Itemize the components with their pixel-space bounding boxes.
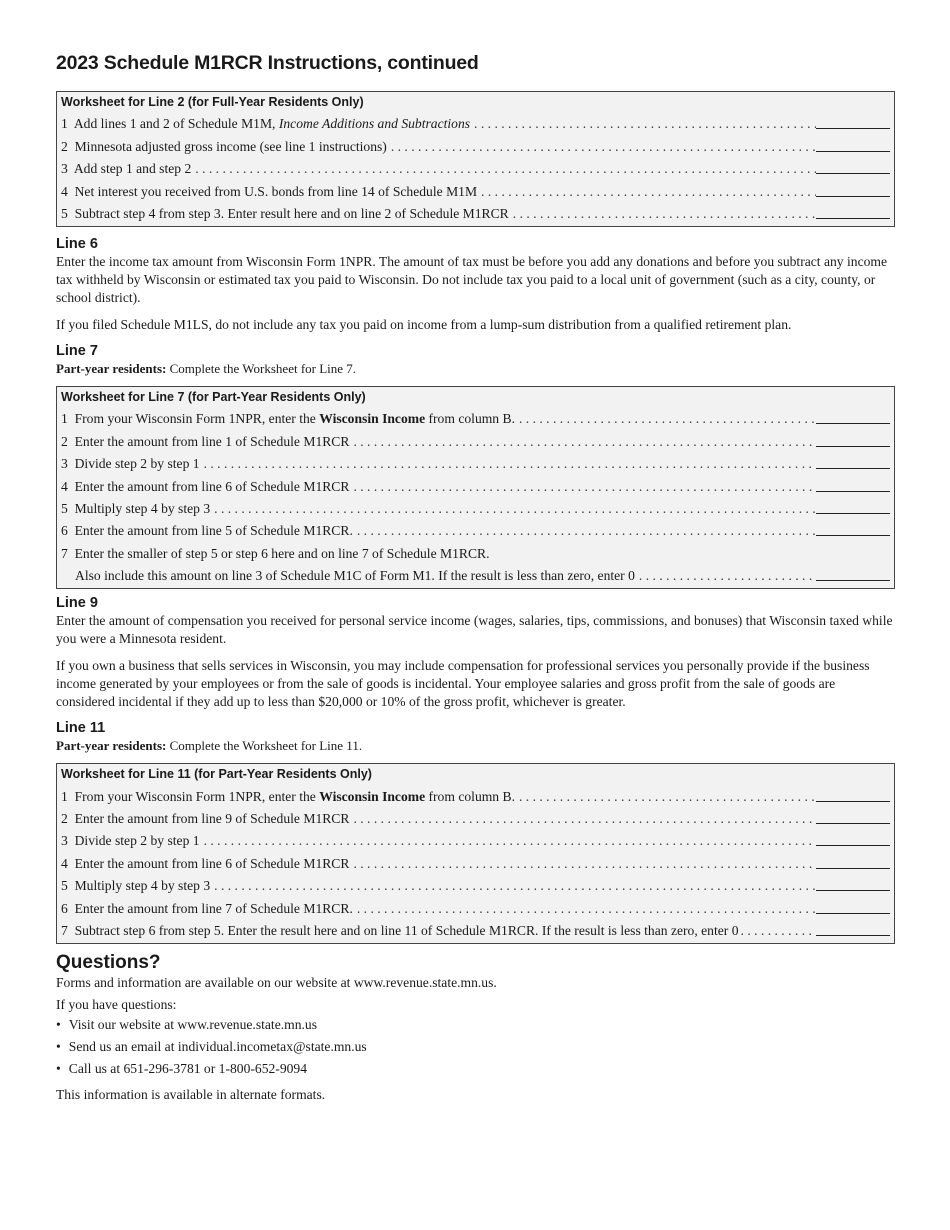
worksheet-row bbox=[61, 177, 890, 199]
step-text: Subtract step 4 from step 3. Enter result here and on line 2 of Schedule M1RCR bbox=[74, 205, 509, 221]
step-text: 7 Enter the smaller of step 5 or step 6 here and on line 7 of Schedule M1RCR. bbox=[61, 545, 490, 561]
step-text: Enter the amount from line 7 of Schedule M1RCR. bbox=[74, 900, 353, 916]
leader-dots bbox=[200, 832, 816, 849]
worksheet-line-7 bbox=[56, 386, 895, 589]
line-11-heading: Line 11 bbox=[56, 720, 106, 737]
step-text: Minnesota adjusted gross income (see line 1 instructions) bbox=[74, 138, 387, 154]
worksheet-line-11 bbox=[56, 763, 895, 944]
amount-blank[interactable] bbox=[816, 831, 890, 846]
amount-blank[interactable] bbox=[816, 499, 890, 514]
step-text-bold: Wisconsin Income bbox=[319, 411, 426, 427]
page bbox=[56, 52, 895, 1105]
step-text: From your Wisconsin Form 1NPR, enter the bbox=[74, 788, 320, 804]
worksheet-row bbox=[61, 517, 890, 539]
step-text: Multiply step 4 by step 3 bbox=[74, 878, 211, 894]
leader-dots bbox=[210, 500, 816, 517]
leader-dots bbox=[387, 138, 816, 155]
step-number: 7 bbox=[61, 923, 68, 939]
step-number: 1 bbox=[61, 116, 68, 132]
questions-heading: Questions? bbox=[56, 952, 161, 974]
step-text: Enter the amount from line 5 of Schedule M1RCR. bbox=[74, 523, 353, 539]
line-6-paragraph: Enter the income tax amount from Wisconsin Form 1NPR. The amount of tax must be before you add any donations and before you subtract any income tax withheld by Wisconsin or estimated tax you paid to Wisconsin. Do not include tax you paid to a local unit of government (such as a city, county, or school district). bbox=[56, 253, 888, 306]
worksheet-title: Worksheet for Line 7 (for Part-Year Residents Only) bbox=[61, 389, 366, 404]
worksheet-row bbox=[61, 917, 890, 939]
step-text: Add step 1 and step 2 bbox=[73, 161, 192, 177]
questions-paragraph-2: If you have questions: bbox=[56, 997, 177, 1013]
step-number: 4 bbox=[61, 478, 68, 494]
step-text: Also include this amount on line 3 of Schedule M1C of Form M1. If the result is less than zero, enter 0 bbox=[75, 568, 635, 584]
leader-dots bbox=[191, 160, 816, 177]
worksheet-row bbox=[61, 805, 890, 827]
worksheet-title: Worksheet for Line 2 (for Full-Year Residents Only) bbox=[61, 95, 364, 109]
leader-dots bbox=[349, 433, 816, 450]
amount-blank[interactable] bbox=[816, 876, 890, 891]
amount-blank[interactable] bbox=[816, 787, 890, 802]
step-number: 5 bbox=[61, 500, 68, 516]
amount-blank[interactable] bbox=[816, 809, 890, 824]
amount-blank[interactable] bbox=[816, 159, 890, 174]
alternate-formats-note: This information is available in alternate formats. bbox=[56, 1087, 326, 1103]
amount-blank[interactable] bbox=[816, 566, 890, 581]
line-9-heading: Line 9 bbox=[56, 595, 98, 612]
amount-blank[interactable] bbox=[816, 137, 890, 152]
worksheet-row bbox=[61, 782, 890, 804]
step-number: 5 bbox=[61, 205, 68, 221]
step-number: 3 bbox=[61, 161, 68, 177]
amount-blank[interactable] bbox=[816, 182, 890, 197]
step-text: From your Wisconsin Form 1NPR, enter the bbox=[74, 411, 320, 427]
amount-blank[interactable] bbox=[816, 921, 890, 936]
worksheet-line-2 bbox=[56, 91, 895, 227]
worksheet-row bbox=[61, 450, 890, 472]
step-text: Enter the amount from line 6 of Schedule M1RCR bbox=[74, 478, 350, 494]
amount-blank[interactable] bbox=[816, 854, 890, 869]
leader-dots bbox=[739, 922, 816, 939]
step-text-italic: Income Additions and Subtractions bbox=[278, 116, 471, 132]
step-text: Multiply step 4 by step 3 bbox=[74, 500, 211, 516]
step-number: 5 bbox=[61, 878, 68, 894]
amount-blank[interactable] bbox=[816, 454, 890, 469]
worksheet-row bbox=[61, 472, 890, 494]
leader-dots bbox=[349, 810, 816, 827]
leader-dots bbox=[349, 478, 816, 495]
step-number: 1 bbox=[61, 788, 68, 804]
leader-dots bbox=[515, 410, 816, 427]
amount-blank[interactable] bbox=[816, 477, 890, 492]
step-text: Net interest you received from U.S. bonds from line 14 of Schedule M1M bbox=[74, 183, 478, 199]
step-text: Enter the amount from line 1 of Schedule M1RCR bbox=[74, 433, 350, 449]
worksheet-row bbox=[61, 894, 890, 916]
worksheet-row bbox=[61, 200, 890, 222]
worksheet-row bbox=[61, 495, 890, 517]
line-9-paragraph: Enter the amount of compensation you received for personal service income (wages, salaries, tips, commissions, and bonuses) that Wisconsin taxed while you were a Minnesota resident. bbox=[56, 613, 893, 647]
leader-dots bbox=[353, 522, 816, 539]
step-text: Enter the amount from line 6 of Schedule M1RCR bbox=[74, 855, 350, 871]
step-number: 3 bbox=[61, 456, 68, 472]
worksheet-row bbox=[61, 427, 890, 449]
step-text: Add lines 1 and 2 of Schedule M1M, bbox=[73, 116, 279, 132]
step-text: from column B. bbox=[425, 788, 515, 804]
leader-dots bbox=[349, 855, 816, 872]
leader-dots bbox=[353, 900, 816, 917]
step-number: 2 bbox=[61, 811, 68, 827]
amount-blank[interactable] bbox=[816, 114, 890, 129]
step-text-bold: Wisconsin Income bbox=[319, 788, 426, 804]
worksheet-row bbox=[61, 539, 890, 561]
worksheet-row bbox=[61, 155, 890, 177]
amount-blank[interactable] bbox=[816, 899, 890, 914]
step-text: Subtract step 6 from step 5. Enter the result here and on line 11 of Schedule M1RCR. If the result is less than zero, enter 0 bbox=[74, 923, 739, 939]
step-text: Divide step 2 by step 1 bbox=[74, 456, 200, 472]
leader-dots bbox=[200, 455, 816, 472]
leader-dots bbox=[509, 205, 816, 222]
step-text: Divide step 2 by step 1 bbox=[74, 833, 200, 849]
line-7-instruction: Complete the Worksheet for Line 7. bbox=[166, 360, 357, 376]
part-year-label: Part-year residents: bbox=[56, 738, 167, 754]
line-11-instruction: Complete the Worksheet for Line 11. bbox=[166, 738, 363, 754]
line-7-heading: Line 7 bbox=[56, 342, 98, 359]
amount-blank[interactable] bbox=[816, 204, 890, 219]
amount-blank[interactable] bbox=[816, 409, 890, 424]
worksheet-row bbox=[61, 827, 890, 849]
list-item: • Visit our website at www.revenue.state.mn.us bbox=[56, 1014, 895, 1036]
list-item: • Send us an email at individual.incometax@state.mn.us bbox=[56, 1036, 895, 1058]
step-number: 6 bbox=[61, 900, 68, 916]
worksheet-row bbox=[61, 562, 890, 584]
line-6-paragraph-2: If you filed Schedule M1LS, do not include any tax you paid on income from a lump-sum distribution from a qualified retirement plan. bbox=[56, 316, 792, 332]
amount-blank[interactable] bbox=[816, 521, 890, 536]
list-item: • Call us at 651-296-3781 or 1-800-652-9094 bbox=[56, 1058, 895, 1080]
step-number: 4 bbox=[61, 855, 68, 871]
worksheet-row bbox=[61, 849, 890, 871]
step-number: 6 bbox=[61, 523, 68, 539]
step-text: Enter the amount from line 9 of Schedule M1RCR bbox=[74, 811, 350, 827]
line-6-heading: Line 6 bbox=[56, 235, 98, 252]
contact-list bbox=[56, 1014, 895, 1080]
step-text: from column B. bbox=[425, 411, 515, 427]
step-number: 1 bbox=[61, 411, 68, 427]
worksheet-row bbox=[61, 872, 890, 894]
worksheet-row bbox=[61, 110, 890, 132]
leader-dots bbox=[515, 788, 816, 805]
step-number: 2 bbox=[61, 433, 68, 449]
step-number: 2 bbox=[61, 138, 68, 154]
leader-dots bbox=[470, 115, 816, 132]
leader-dots bbox=[635, 567, 816, 584]
leader-dots bbox=[210, 877, 816, 894]
page-title: 2023 Schedule M1RCR Instructions, continued bbox=[56, 52, 479, 74]
leader-dots bbox=[477, 183, 816, 200]
step-number: 4 bbox=[61, 183, 68, 199]
questions-paragraph: Forms and information are available on our website at www.revenue.state.mn.us. bbox=[56, 975, 497, 991]
worksheet-title: Worksheet for Line 11 (for Part-Year Residents Only) bbox=[61, 767, 372, 782]
worksheet-row bbox=[61, 132, 890, 154]
step-number: 3 bbox=[61, 833, 68, 849]
part-year-label: Part-year residents: bbox=[56, 360, 167, 376]
amount-blank[interactable] bbox=[816, 432, 890, 447]
worksheet-row bbox=[61, 405, 890, 427]
line-9-paragraph-2: If you own a business that sells services in Wisconsin, you may include compensation for professional services you personally provide if the business income generated by your employees or from the sale of goods is incidental. Your employee salaries and gross profit from the sale of goods are considered incidental if they add up to less than $20,000 or 10% of the gross profit, whichever is greater. bbox=[56, 657, 870, 709]
